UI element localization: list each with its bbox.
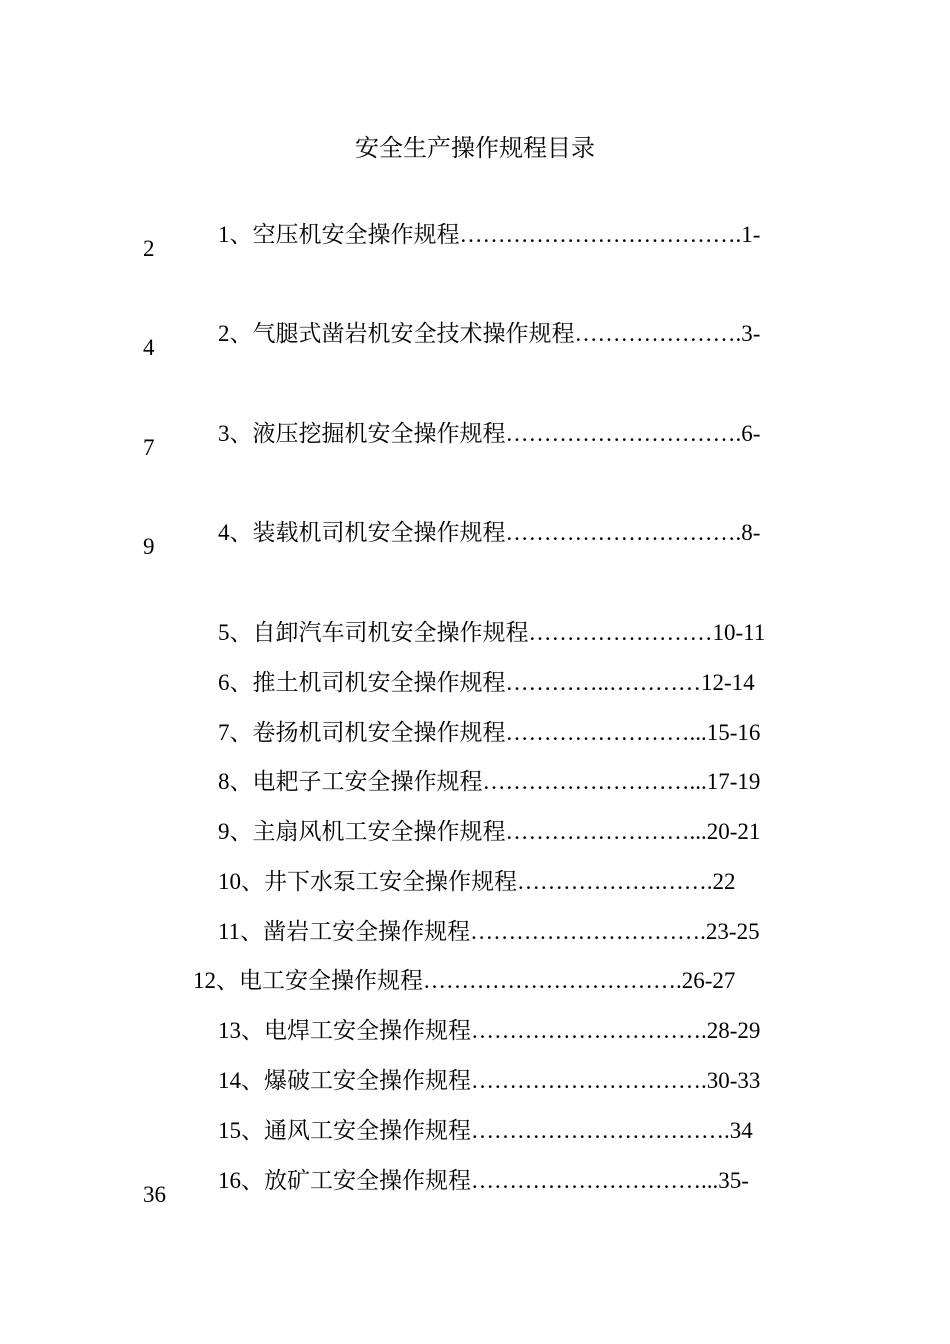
toc-entry-number: 8、: [218, 769, 253, 794]
toc-entry-pages: .3-: [735, 321, 761, 346]
toc-entry-pages: .20-21: [701, 819, 761, 844]
toc-entry-leader: …………………: [574, 321, 736, 346]
toc-entry-title: 爆破工安全操作规程: [264, 1068, 471, 1094]
toc-entry-pages-wrap: 7: [143, 435, 155, 460]
toc-entry-title: 凿岩工安全操作规程: [263, 919, 471, 945]
toc-entry-number: 15、: [218, 1118, 264, 1143]
toc-entry-number: 11、: [218, 919, 264, 944]
toc-entry-leader: …………………………: [470, 919, 701, 944]
toc-entry-title: 自卸汽车司机安全操作规程: [252, 620, 529, 646]
toc-entry-pages: 22: [712, 869, 736, 894]
toc-entry-pages: .34: [724, 1118, 753, 1143]
toc-entry-pages: .28-29: [701, 1018, 761, 1043]
toc-entry-title: 电工安全操作规程: [239, 968, 423, 994]
toc-entry-leader: ……………………..: [505, 720, 701, 745]
toc-entry-title: 电焊工安全操作规程: [264, 1018, 471, 1044]
toc-entry-number: 7、: [218, 720, 253, 745]
toc-entry-leader: …………..…………: [505, 670, 701, 695]
toc-entry-number: 10、: [218, 869, 264, 894]
toc-entry-pages-wrap: 36: [143, 1182, 166, 1207]
toc-entry-leader: ……………………………: [471, 1118, 724, 1143]
toc-entry-leader: ……………………………: [423, 968, 676, 993]
toc-entry-number: 13、: [218, 1018, 264, 1043]
toc-entry-title: 放矿工安全操作规程: [264, 1168, 471, 1194]
toc-entry-number: 6、: [218, 670, 253, 695]
toc-entry-number: 5、: [218, 620, 253, 645]
toc-entry-title: 通风工安全操作规程: [264, 1118, 471, 1144]
toc-entry-pages: .35-: [712, 1168, 749, 1193]
toc-entry-title: 井下水泵工安全操作规程: [264, 869, 517, 895]
toc-entry-number: 4、: [218, 520, 253, 545]
toc-entry-pages: .8-: [735, 520, 761, 545]
toc-entry-pages: .15-16: [701, 720, 761, 745]
toc-entry-leader: ……………………: [528, 620, 713, 645]
toc-entry-pages: .17-19: [701, 769, 761, 794]
toc-entry: [195, 380, 760, 488]
toc-entry-leader: ……………….…….: [517, 869, 713, 894]
toc-entry-pages-wrap: 2: [143, 236, 155, 261]
toc-entry-number: 16、: [218, 1168, 264, 1193]
toc-entry-title: 液压挖掘机安全操作规程: [252, 421, 506, 447]
toc-entry: [195, 1127, 749, 1235]
toc-entry-number: 12、: [193, 968, 239, 993]
toc-entry-leader: …………………………: [471, 1068, 701, 1093]
toc-entry-pages: .30-33: [701, 1068, 761, 1093]
toc-entry-pages: .23-25: [700, 919, 760, 944]
toc-entry-leader: …………………………: [505, 421, 736, 446]
toc-entry-title: 主扇风机工安全操作规程: [252, 819, 506, 845]
toc-entry-title: 空压机安全操作规程: [252, 222, 460, 248]
toc-entry-number: 3、: [218, 421, 253, 446]
toc-entry-leader: ………………………..: [482, 769, 701, 794]
toc-entry-title: 卷扬机司机安全操作规程: [252, 720, 506, 746]
toc-entry-pages-wrap: 4: [143, 335, 155, 360]
toc-entry-number: 2、: [218, 321, 253, 346]
toc-entry: [195, 479, 760, 587]
toc-entry-title: 推土机司机安全操作规程: [252, 670, 506, 696]
toc-entry-leader: ……………………..: [505, 819, 701, 844]
toc-entry: [195, 280, 760, 388]
toc-entry-title: 装载机司机安全操作规程: [252, 520, 506, 546]
toc-entry-number: 14、: [218, 1068, 264, 1093]
toc-entry-number: 1、: [218, 222, 253, 247]
toc-title: 安全生产操作规程目录: [355, 134, 595, 162]
toc-entry-title: 电耙子工安全操作规程: [252, 769, 483, 795]
toc-entry-leader: …………………………..: [471, 1168, 713, 1193]
toc-entry-pages: 12-14: [701, 670, 755, 695]
toc-entry-title: 气腿式凿岩机安全技术操作规程: [252, 321, 575, 347]
toc-entry-leader: …………………………: [471, 1018, 701, 1043]
toc-entry: [195, 181, 760, 289]
toc-entry-pages-wrap: 9: [143, 534, 155, 559]
toc-entry-pages: 10-11: [712, 620, 766, 645]
toc-entry-pages: .6-: [735, 421, 761, 446]
toc-entry-pages: .26-27: [676, 968, 736, 993]
toc-entry-leader: …………………………: [505, 520, 736, 545]
toc-entry-number: 9、: [218, 819, 253, 844]
toc-entry-pages: .1-: [735, 222, 761, 247]
toc-entry-leader: ………………………………: [459, 222, 736, 247]
